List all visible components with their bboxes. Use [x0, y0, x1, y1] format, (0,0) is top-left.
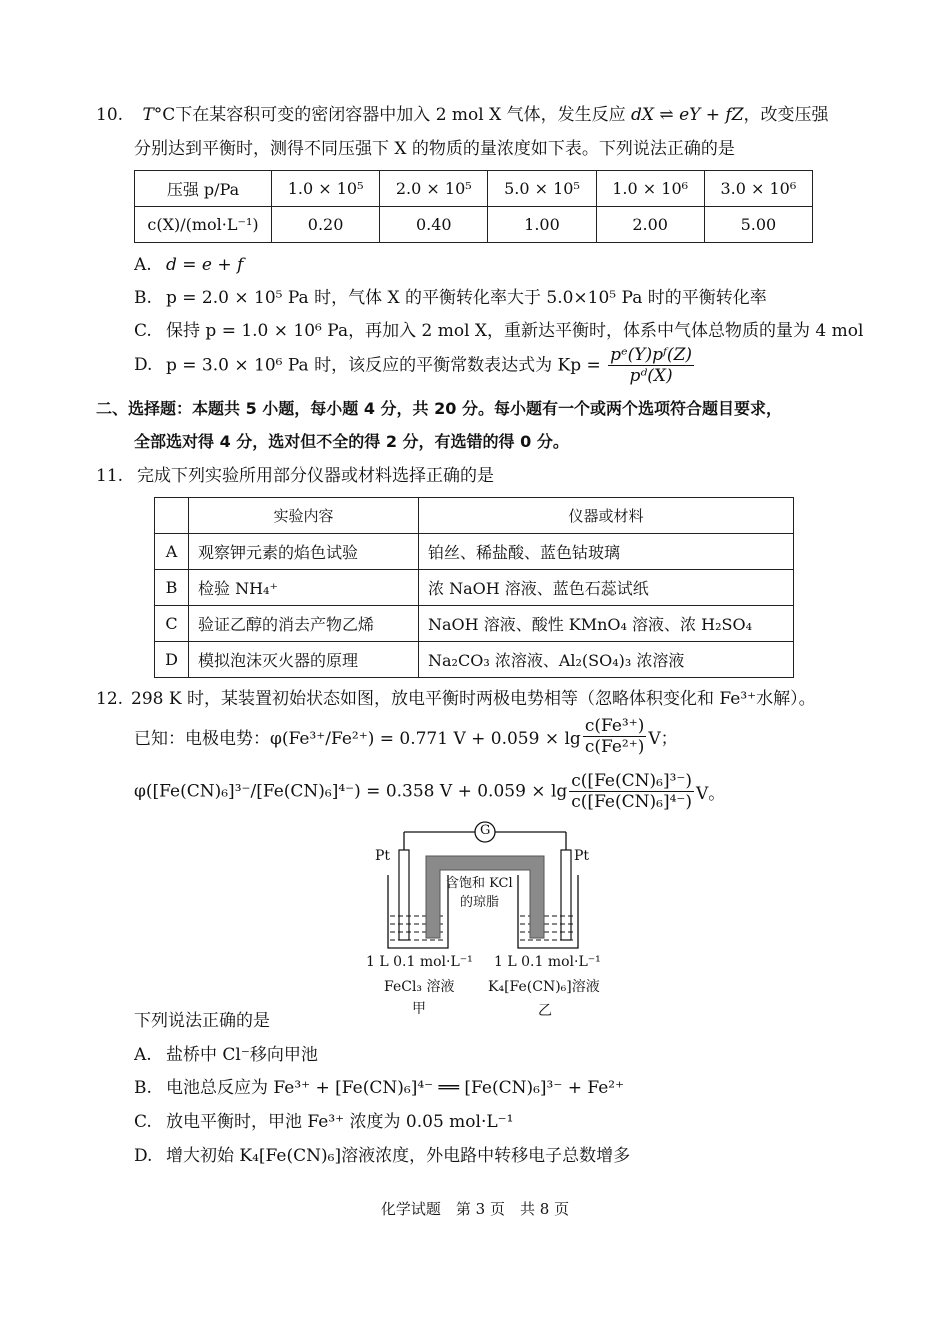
- q10-table-head-pressure: 压强 p/Pa: [135, 171, 272, 207]
- q11-stem: 完成下列实验所用部分仪器或材料选择正确的是: [137, 466, 495, 486]
- section2-heading-line1: 二、选择题：本题共 5 小题，每小题 4 分，共 20 分。每小题有一个或两个选项符合题目要求，: [96, 399, 782, 418]
- q10-line1-text: °C下在某容积可变的密闭容器中加入 2 mol X 气体，发生反应: [153, 105, 632, 125]
- q12-option-d[interactable]: [134, 1145, 630, 1167]
- q12-known-unit: V；: [648, 729, 678, 749]
- q11-row-option: D: [155, 642, 189, 678]
- option-label: D.: [134, 355, 153, 375]
- q11-row-materials: Na₂CO₃ 浓溶液、Al₂(SO₄)₃ 浓溶液: [419, 642, 794, 678]
- q10-table-pressure: 1.0 × 10⁵: [272, 171, 380, 207]
- q12-known2-unit: V。: [696, 784, 726, 804]
- q11-row-option: A: [155, 534, 189, 570]
- q10-reaction: dX ⇌ eY + fZ: [631, 105, 744, 125]
- option-label: C.: [134, 321, 152, 341]
- q11-row-experiment: 验证乙醇的消去产物乙烯: [189, 606, 419, 642]
- option-text: p = 3.0 × 10⁶ Pa 时，该反应的平衡常数表达式为 Kp =: [166, 355, 601, 376]
- q10-table-pressure: 3.0 × 10⁶: [704, 171, 812, 207]
- q11-number: 11.: [96, 466, 124, 486]
- kp-fraction: [608, 345, 694, 386]
- table-row: [155, 642, 794, 678]
- cn-ratio-numerator: c([Fe(CN)₆]³⁻): [571, 771, 693, 791]
- q10-option-a[interactable]: [134, 254, 243, 276]
- q10-table-value: 2.00: [596, 207, 704, 243]
- q12-stem: 298 K 时，某装置初始状态如图，放电平衡时两极电势相等（忽略体积变化和 Fe³⁺水解）。: [131, 689, 816, 709]
- right-cell-name: 乙: [538, 1003, 552, 1019]
- q10-option-b[interactable]: [134, 287, 767, 309]
- q12-known-line2: [134, 771, 725, 812]
- galvanometer-label: G: [480, 823, 491, 838]
- q12-known-line1: [134, 716, 678, 757]
- q10-option-c[interactable]: [134, 320, 863, 342]
- q12-stem-line: [96, 688, 816, 710]
- option-text: 放电平衡时，甲池 Fe³⁺ 浓度为 0.05 mol·L⁻¹: [166, 1112, 514, 1132]
- q11-table-corner: [155, 498, 189, 534]
- left-solution: FeCl₃ 溶液: [384, 979, 455, 995]
- q11-head-materials: 仪器或材料: [419, 498, 794, 534]
- q11-row-materials: 铂丝、稀盐酸、蓝色钴玻璃: [419, 534, 794, 570]
- q11-head-experiment: 实验内容: [189, 498, 419, 534]
- q10-line1: [96, 104, 829, 126]
- left-pt-electrode: [399, 850, 409, 940]
- q10-table-pressure: 5.0 × 10⁵: [488, 171, 596, 207]
- left-concentration: 1 L 0.1 mol·L⁻¹: [366, 954, 473, 970]
- galvanic-cell-figure: [360, 820, 610, 1020]
- q12-option-b[interactable]: [134, 1077, 624, 1099]
- right-pt-electrode: [561, 850, 571, 940]
- option-label: A.: [134, 255, 152, 275]
- q11-row-materials: NaOH 溶液、酸性 KMnO₄ 溶液、浓 H₂SO₄: [419, 606, 794, 642]
- q10-table-head-conc: c(X)/(mol·L⁻¹): [135, 207, 272, 243]
- right-concentration: 1 L 0.1 mol·L⁻¹: [494, 954, 601, 970]
- salt-bridge-label1: 含饱和 KCl: [446, 876, 513, 891]
- q12-option-a[interactable]: [134, 1044, 318, 1066]
- section2-heading-line2: 全部选对得 4 分，选对但不全的得 2 分，有选错的得 0 分。: [134, 432, 569, 451]
- option-text: 增大初始 K₄[Fe(CN)₆]溶液浓度，外电路中转移电子总数增多: [166, 1146, 631, 1166]
- table-row: [155, 570, 794, 606]
- option-label: B.: [134, 1078, 152, 1098]
- q10-table-value: 1.00: [488, 207, 596, 243]
- kp-numerator: pᵉ(Y)pᶠ(Z): [610, 345, 693, 365]
- q10-table-pressure: 2.0 × 10⁵: [380, 171, 488, 207]
- option-text: 保持 p = 1.0 × 10⁶ Pa，再加入 2 mol X，重新达平衡时，体系中气体总物质的量为 4 mol: [166, 321, 864, 341]
- right-electrode-label: Pt: [574, 848, 590, 864]
- page-footer: 化学试题 第 3 页 共 8 页: [380, 1200, 570, 1218]
- q11-row-experiment: 检验 NH₄⁺: [189, 570, 419, 606]
- fe-ratio-numerator: c(Fe³⁺): [584, 716, 645, 736]
- q12-number: 12.: [96, 689, 124, 709]
- kp-denominator: pᵈ(X): [629, 366, 673, 386]
- q12-known-text: 已知：电极电势：φ(Fe³⁺/Fe²⁺) = 0.771 V + 0.059 × lg: [134, 729, 581, 749]
- option-label: C.: [134, 1112, 152, 1132]
- q10-line2: 分别达到平衡时，测得不同压强下 X 的物质的量浓度如下表。下列说法正确的是: [134, 139, 735, 159]
- q11-row-materials: 浓 NaOH 溶液、蓝色石蕊试纸: [419, 570, 794, 606]
- q10-table-value: 0.40: [380, 207, 488, 243]
- q12-known2-text: φ([Fe(CN)₆]³⁻/[Fe(CN)₆]⁴⁻) = 0.358 V + 0.059 × lg: [134, 781, 568, 802]
- q10-option-d[interactable]: [134, 345, 696, 386]
- left-cell-name: 甲: [412, 1001, 426, 1017]
- table-row: [155, 606, 794, 642]
- q12-question: 下列说法正确的是: [134, 1011, 270, 1031]
- option-label: A.: [134, 1045, 152, 1065]
- cn-ratio-denominator: c([Fe(CN)₆]⁴⁻): [571, 792, 693, 812]
- q11-row-experiment: 模拟泡沫灭火器的原理: [189, 642, 419, 678]
- salt-bridge-label2: 的琼脂: [460, 895, 500, 910]
- option-text: p = 2.0 × 10⁵ Pa 时，气体 X 的平衡转化率大于 5.0×10⁵ Pa 时的平衡转化率: [166, 288, 767, 308]
- q10-number: 10.: [96, 105, 124, 125]
- q10-line1-end: ，改变压强: [743, 105, 829, 125]
- q11-stem-line: [96, 465, 494, 487]
- q10-temp-symbol: T: [142, 105, 154, 125]
- option-text: d = e + f: [166, 255, 244, 275]
- q11-row-option: B: [155, 570, 189, 606]
- option-text: 电池总反应为 Fe³⁺ + [Fe(CN)₆]⁴⁻ ══ [Fe(CN)₆]³⁻ + Fe²⁺: [166, 1078, 625, 1098]
- q11-experiment-table: [154, 497, 794, 678]
- left-electrode-label: Pt: [375, 848, 391, 864]
- q10-table-value: 5.00: [704, 207, 812, 243]
- q12-option-c[interactable]: [134, 1111, 513, 1133]
- q11-row-experiment: 观察钾元素的焰色试验: [189, 534, 419, 570]
- q10-table-value: 0.20: [272, 207, 380, 243]
- option-label: D.: [134, 1146, 153, 1166]
- table-row: [155, 534, 794, 570]
- cn-ratio-fraction: [569, 771, 694, 812]
- option-text: 盐桥中 Cl⁻移向甲池: [166, 1045, 318, 1065]
- fe-ratio-denominator: c(Fe²⁺): [584, 737, 645, 757]
- fe-ratio-fraction: [583, 716, 647, 757]
- right-solution: K₄[Fe(CN)₆]溶液: [488, 979, 600, 995]
- q11-row-option: C: [155, 606, 189, 642]
- q10-pressure-table: [134, 170, 813, 243]
- q10-table-pressure: 1.0 × 10⁶: [596, 171, 704, 207]
- option-label: B.: [134, 288, 152, 308]
